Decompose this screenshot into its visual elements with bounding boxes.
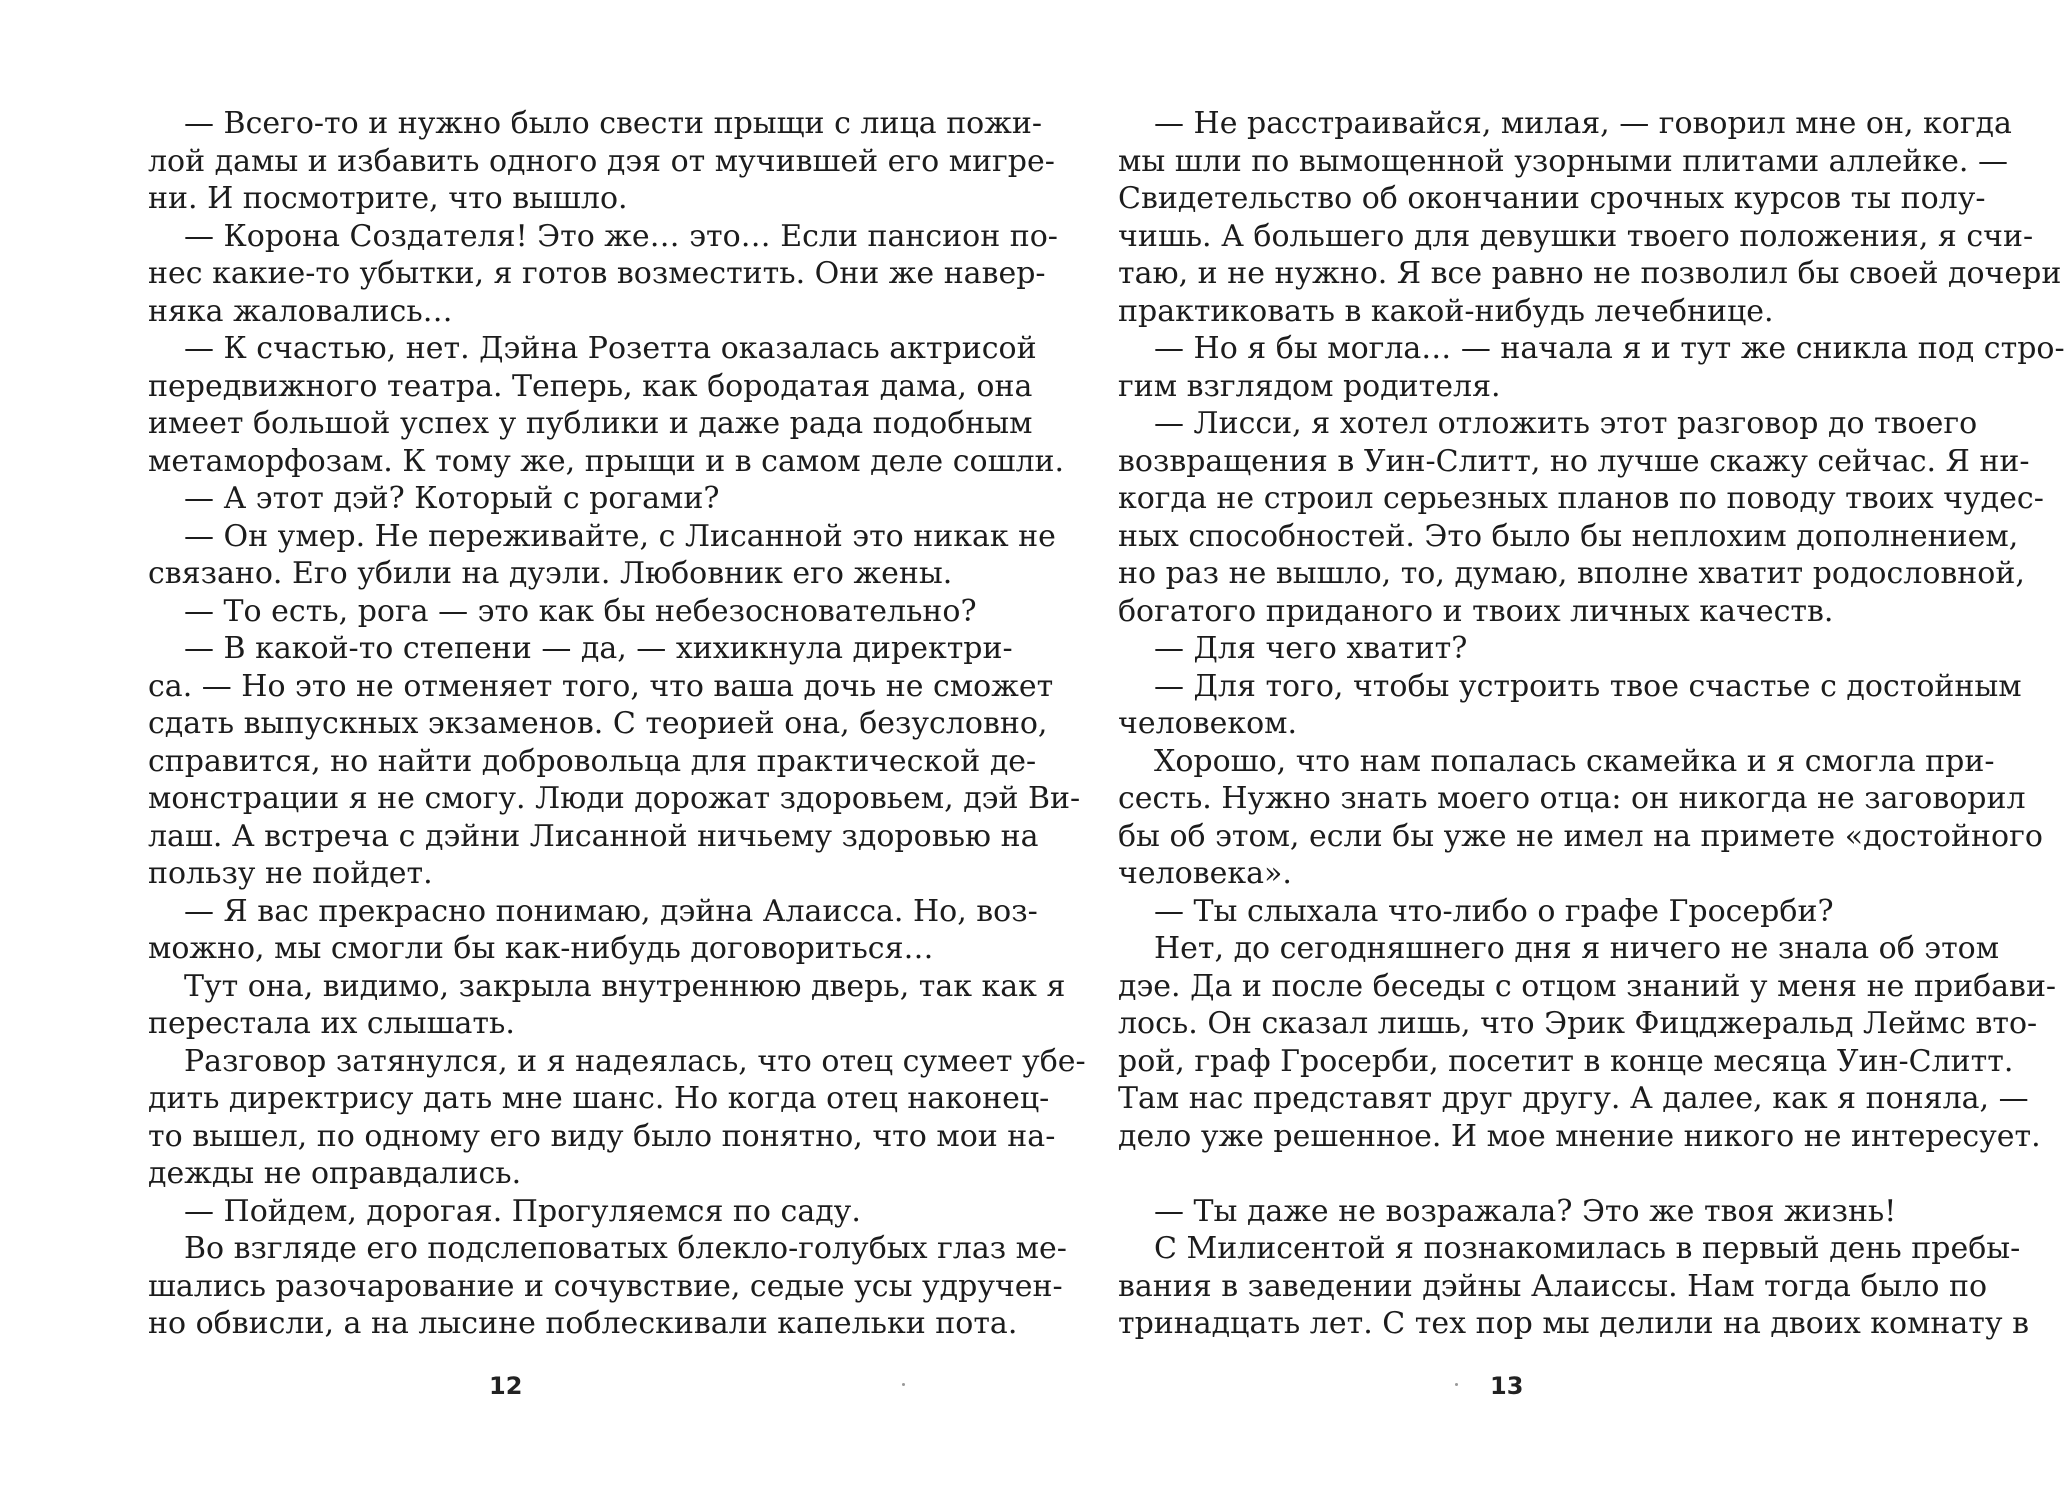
right-line-4: чишь. А большего для девушки твоего положения, я счи-	[1118, 218, 2034, 254]
right-line-25: лось. Он сказал лишь, что Эрик Фицджеральд Леймс вто-	[1118, 1006, 2038, 1041]
left-line-9: имеет большой успех у публики и даже рада подобным	[148, 406, 1033, 441]
right-line-16: — Для того, чтобы устроить твое счастье с достойным	[1154, 668, 2022, 704]
right-line-15: — Для чего хватит?	[1154, 631, 1468, 666]
left-line-7: — К счастью, нет. Дэйна Розетта оказалась актрисой	[184, 331, 1037, 366]
right-line-3: Свидетельство об окончании срочных курсов ты полу-	[1118, 181, 1986, 216]
paper-speck	[902, 1383, 905, 1386]
right-line-12: ных способностей. Это было бы неплохим дополнением,	[1118, 518, 2019, 554]
left-line-14: — То есть, рога — это как бы небезосновательно?	[184, 593, 977, 629]
right-line-14: богатого приданого и твоих личных качеств.	[1118, 593, 1834, 629]
left-line-3: ни. И посмотрите, что вышло.	[148, 181, 628, 216]
left-line-10: метаморфозам. К тому же, прыщи и в самом деле сошли.	[148, 443, 1065, 479]
right-line-17: человеком.	[1118, 706, 1298, 741]
left-line-18: справится, но найти добровольца для практической де-	[148, 743, 1037, 779]
right-line-18: Хорошо, что нам попалась скамейка и я смогла при-	[1154, 743, 1995, 779]
right-line-27: Там нас представят друг другу. А далее, как я поняла, —	[1118, 1081, 2029, 1116]
right-line-22: — Ты слыхала что-либо о графе Гросерби?	[1154, 893, 1834, 929]
right-line-2: мы шли по вымощенной узорными плитами аллейке. —	[1118, 143, 2008, 179]
right-line-21: человека».	[1118, 856, 1292, 891]
left-line-30: — Пойдем, дорогая. Прогуляемся по саду.	[184, 1193, 861, 1229]
right-line-19: сесть. Нужно знать моего отца: он никогда не заговорил	[1118, 781, 2026, 816]
left-line-11: — А этот дэй? Который с рогами?	[184, 481, 720, 516]
right-line-13: но раз не вышло, то, думаю, вполне хватит родословной,	[1118, 556, 2025, 591]
right-line-26: рой, граф Гросерби, посетит в конце месяца Уин-Слитт.	[1118, 1043, 2014, 1079]
left-line-23: можно, мы смогли бы как-нибудь договориться…	[148, 931, 934, 966]
right-line-5: таю, и не нужно. Я все равно не позволил бы своей дочери	[1118, 256, 2062, 291]
left-line-16: са. — Но это не отменяет того, что ваша дочь не сможет	[148, 668, 1054, 704]
left-line-17: сдать выпускных экзаменов. С теорией она, безусловно,	[148, 706, 1048, 741]
right-line-28: дело уже решенное. И мое мнение никого не интересует.	[1118, 1118, 2041, 1154]
left-line-24: Тут она, видимо, закрыла внутреннюю дверь, так как я	[184, 968, 1066, 1004]
right-line-32: вания в заведении дэйны Алаиссы. Нам тогда было по	[1118, 1268, 1988, 1304]
section-break	[1118, 1155, 1880, 1193]
right-line-33: тринадцать лет. С тех пор мы делили на двоих комнату в	[1118, 1306, 2029, 1341]
left-line-25: перестала их слышать.	[148, 1006, 515, 1041]
right-page-text	[1118, 105, 2065, 1343]
right-line-30: — Ты даже не возражала? Это же твоя жизнь!	[1154, 1193, 1897, 1229]
left-line-21: пользу не пойдет.	[148, 856, 433, 891]
right-line-10: возвращения в Уин-Слитт, но лучше скажу сейчас. Я ни-	[1118, 443, 2030, 479]
right-line-24: дэе. Да и после беседы с отцом знаний у меня не прибави-	[1118, 968, 2057, 1004]
left-line-33: но обвисли, а на лысине поблескивали капельки пота.	[148, 1306, 1018, 1341]
left-line-13: связано. Его убили на дуэли. Любовник его жены.	[148, 556, 953, 591]
left-line-15: — В какой-то степени — да, — хихикнула директри-	[184, 631, 1013, 666]
left-line-31: Во взгляде его подслеповатых блекло-голубых глаз ме-	[184, 1231, 1067, 1266]
right-line-20: бы об этом, если бы уже не имел на примете «достойного	[1118, 818, 2043, 854]
left-line-19: монстрации я не смогу. Люди дорожат здоровьем, дэй Ви-	[148, 781, 1081, 816]
right-line-1: — Не расстраивайся, милая, — говорил мне он, когда	[1154, 106, 2012, 141]
right-page-number: 13	[1490, 1372, 1524, 1400]
right-line-6: практиковать в какой-нибудь лечебнице.	[1118, 293, 1774, 329]
left-page-number: 12	[489, 1372, 523, 1400]
left-line-12: — Он умер. Не переживайте, с Лисанной это никак не	[184, 518, 1056, 554]
right-line-9: — Лисси, я хотел отложить этот разговор до твоего	[1154, 406, 1978, 441]
left-line-22: — Я вас прекрасно понимаю, дэйна Алаисса. Но, воз-	[184, 893, 1038, 929]
right-line-31: С Милисентой я познакомилась в первый день пребы-	[1154, 1231, 2021, 1266]
left-line-1: — Всего-то и нужно было свести прыщи с лица пожи-	[184, 106, 1042, 141]
right-line-11: когда не строил серьезных планов по поводу твоих чудес-	[1118, 481, 2044, 516]
left-line-4: — Корона Создателя! Это же… это… Если пансион по-	[184, 218, 1058, 254]
left-line-20: лаш. А встреча с дэйни Лисанной ничьему здоровью на	[148, 818, 1039, 854]
right-line-23: Нет, до сегодняшнего дня я ничего не знала об этом	[1154, 931, 2000, 966]
right-line-7: — Но я бы могла… — начала я и тут же сникла под стро-	[1154, 331, 2065, 366]
left-page-text	[148, 105, 1086, 1343]
paper-speck	[1455, 1383, 1458, 1386]
left-line-5: нес какие-то убытки, я готов возместить. Они же навер-	[148, 256, 1046, 291]
left-line-28: то вышел, по одному его виду было понятно, что мои на-	[148, 1118, 1056, 1154]
left-line-29: дежды не оправдались.	[148, 1156, 522, 1191]
left-line-8: передвижного театра. Теперь, как бородатая дама, она	[148, 368, 1033, 404]
left-line-26: Разговор затянулся, и я надеялась, что отец сумеет убе-	[184, 1043, 1086, 1079]
left-line-32: шались разочарование и сочувствие, седые усы удручен-	[148, 1268, 1063, 1304]
left-line-2: лой дамы и избавить одного дэя от мучившей его мигре-	[148, 143, 1055, 179]
right-line-8: гим взглядом родителя.	[1118, 368, 1501, 404]
left-line-6: няка жаловались…	[148, 293, 453, 329]
left-line-27: дить директрису дать мне шанс. Но когда отец наконец-	[148, 1081, 1050, 1116]
